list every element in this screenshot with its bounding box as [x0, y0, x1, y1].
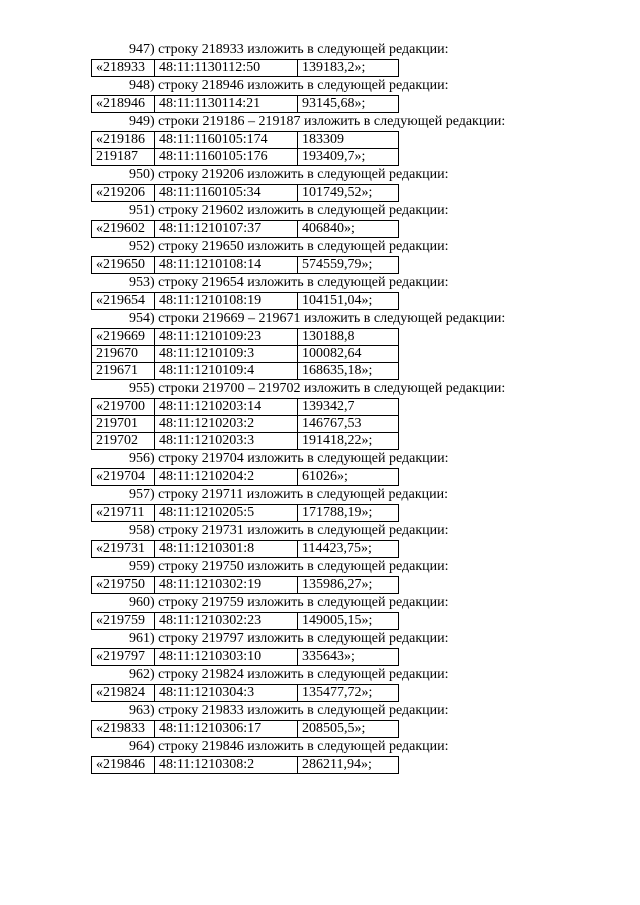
table-row [92, 293, 399, 310]
cadastral-number-cell: 48:11:1210308:2 [155, 757, 298, 774]
value-cell: 149005,15»; [298, 613, 399, 630]
cadastral-number-cell: 48:11:1210109:4 [155, 363, 298, 380]
amendment-table [91, 540, 399, 558]
row-number-cell: 219702 [92, 433, 155, 450]
amendment-table [91, 131, 399, 166]
row-number-cell: 219187 [92, 149, 155, 166]
row-number-cell: «219711 [92, 505, 155, 522]
amendment-heading: 960) строку 219759 изложить в следующей редакции: [129, 595, 449, 610]
row-number-cell: «219797 [92, 649, 155, 666]
table-row [92, 433, 399, 450]
amendment-table [91, 398, 399, 450]
value-cell: 191418,22»; [298, 433, 399, 450]
table-row [92, 613, 399, 630]
table-row [92, 329, 399, 346]
row-number-cell: «219759 [92, 613, 155, 630]
table-row [92, 257, 399, 274]
amendment-table [91, 468, 399, 486]
amendment-table [91, 612, 399, 630]
table-row [92, 649, 399, 666]
amendment-heading: 950) строку 219206 изложить в следующей редакции: [129, 167, 449, 182]
table-row [92, 399, 399, 416]
cadastral-number-cell: 48:11:1210302:23 [155, 613, 298, 630]
table-row [92, 577, 399, 594]
value-cell: 139183,2»; [298, 60, 399, 77]
value-cell: 406840»; [298, 221, 399, 238]
table-row [92, 149, 399, 166]
table-row [92, 346, 399, 363]
row-number-cell: «219650 [92, 257, 155, 274]
amendment-heading: 954) строки 219669 – 219671 изложить в следующей редакции: [129, 311, 506, 326]
amendment-heading: 956) строку 219704 изложить в следующей редакции: [129, 451, 449, 466]
value-cell: 286211,94»; [298, 757, 399, 774]
value-cell: 135986,27»; [298, 577, 399, 594]
table-row [92, 685, 399, 702]
cadastral-number-cell: 48:11:1160105:34 [155, 185, 298, 202]
value-cell: 335643»; [298, 649, 399, 666]
cadastral-number-cell: 48:11:1210107:37 [155, 221, 298, 238]
row-number-cell: 219671 [92, 363, 155, 380]
cadastral-number-cell: 48:11:1210109:3 [155, 346, 298, 363]
value-cell: 130188,8 [298, 329, 399, 346]
amendment-heading: 952) строку 219650 изложить в следующей редакции: [129, 239, 449, 254]
cadastral-number-cell: 48:11:1130112:50 [155, 60, 298, 77]
cadastral-number-cell: 48:11:1210303:10 [155, 649, 298, 666]
amendment-heading: 947) строку 218933 изложить в следующей редакции: [129, 42, 449, 57]
amendment-table [91, 59, 399, 77]
value-cell: 208505,5»; [298, 721, 399, 738]
amendment-list [0, 41, 640, 774]
table-row [92, 363, 399, 380]
value-cell: 139342,7 [298, 399, 399, 416]
row-number-cell: «219833 [92, 721, 155, 738]
value-cell: 114423,75»; [298, 541, 399, 558]
cadastral-number-cell: 48:11:1210304:3 [155, 685, 298, 702]
amendment-table [91, 184, 399, 202]
amendment-heading: 964) строку 219846 изложить в следующей редакции: [129, 739, 449, 754]
row-number-cell: «219602 [92, 221, 155, 238]
cadastral-number-cell: 48:11:1130114:21 [155, 96, 298, 113]
cadastral-number-cell: 48:11:1210205:5 [155, 505, 298, 522]
table-row [92, 757, 399, 774]
row-number-cell: «218933 [92, 60, 155, 77]
value-cell: 93145,68»; [298, 96, 399, 113]
cadastral-number-cell: 48:11:1160105:176 [155, 149, 298, 166]
table-row [92, 541, 399, 558]
amendment-heading: 961) строку 219797 изложить в следующей редакции: [129, 631, 449, 646]
row-number-cell: «219750 [92, 577, 155, 594]
amendment-table [91, 684, 399, 702]
amendment-table [91, 292, 399, 310]
cadastral-number-cell: 48:11:1160105:174 [155, 132, 298, 149]
amendment-heading: 953) строку 219654 изложить в следующей редакции: [129, 275, 449, 290]
row-number-cell: «219654 [92, 293, 155, 310]
cadastral-number-cell: 48:11:1210108:19 [155, 293, 298, 310]
table-row [92, 505, 399, 522]
amendment-table [91, 756, 399, 774]
row-number-cell: «219731 [92, 541, 155, 558]
row-number-cell: «219704 [92, 469, 155, 486]
amendment-heading: 949) строки 219186 – 219187 изложить в следующей редакции: [129, 114, 506, 129]
amendment-table [91, 648, 399, 666]
row-number-cell: «219700 [92, 399, 155, 416]
amendment-table [91, 256, 399, 274]
table-row [92, 721, 399, 738]
row-number-cell: 219701 [92, 416, 155, 433]
value-cell: 574559,79»; [298, 257, 399, 274]
amendment-heading: 959) строку 219750 изложить в следующей редакции: [129, 559, 449, 574]
cadastral-number-cell: 48:11:1210204:2 [155, 469, 298, 486]
value-cell: 168635,18»; [298, 363, 399, 380]
value-cell: 61026»; [298, 469, 399, 486]
value-cell: 104151,04»; [298, 293, 399, 310]
amendment-table [91, 504, 399, 522]
value-cell: 146767,53 [298, 416, 399, 433]
table-row [92, 60, 399, 77]
cadastral-number-cell: 48:11:1210306:17 [155, 721, 298, 738]
amendment-heading: 948) строку 218946 изложить в следующей редакции: [129, 78, 449, 93]
amendment-heading: 955) строки 219700 – 219702 изложить в следующей редакции: [129, 381, 506, 396]
cadastral-number-cell: 48:11:1210108:14 [155, 257, 298, 274]
table-row [92, 96, 399, 113]
row-number-cell: «219824 [92, 685, 155, 702]
amendment-heading: 958) строку 219731 изложить в следующей редакции: [129, 523, 449, 538]
table-row [92, 221, 399, 238]
table-row [92, 132, 399, 149]
table-row [92, 185, 399, 202]
row-number-cell: «219669 [92, 329, 155, 346]
value-cell: 183309 [298, 132, 399, 149]
cadastral-number-cell: 48:11:1210203:14 [155, 399, 298, 416]
cadastral-number-cell: 48:11:1210301:8 [155, 541, 298, 558]
row-number-cell: «219186 [92, 132, 155, 149]
value-cell: 135477,72»; [298, 685, 399, 702]
cadastral-number-cell: 48:11:1210302:19 [155, 577, 298, 594]
amendment-heading: 963) строку 219833 изложить в следующей редакции: [129, 703, 449, 718]
amendment-table [91, 576, 399, 594]
amendment-table [91, 720, 399, 738]
value-cell: 101749,52»; [298, 185, 399, 202]
amendment-table [91, 95, 399, 113]
amendment-heading: 962) строку 219824 изложить в следующей редакции: [129, 667, 449, 682]
row-number-cell: «219846 [92, 757, 155, 774]
cadastral-number-cell: 48:11:1210203:2 [155, 416, 298, 433]
cadastral-number-cell: 48:11:1210109:23 [155, 329, 298, 346]
value-cell: 193409,7»; [298, 149, 399, 166]
amendment-table [91, 220, 399, 238]
table-row [92, 469, 399, 486]
row-number-cell: 219670 [92, 346, 155, 363]
amendment-heading: 957) строку 219711 изложить в следующей редакции: [129, 487, 449, 502]
value-cell: 171788,19»; [298, 505, 399, 522]
amendment-table [91, 328, 399, 380]
table-row [92, 416, 399, 433]
row-number-cell: «219206 [92, 185, 155, 202]
cadastral-number-cell: 48:11:1210203:3 [155, 433, 298, 450]
amendment-heading: 951) строку 219602 изложить в следующей редакции: [129, 203, 449, 218]
row-number-cell: «218946 [92, 96, 155, 113]
value-cell: 100082,64 [298, 346, 399, 363]
